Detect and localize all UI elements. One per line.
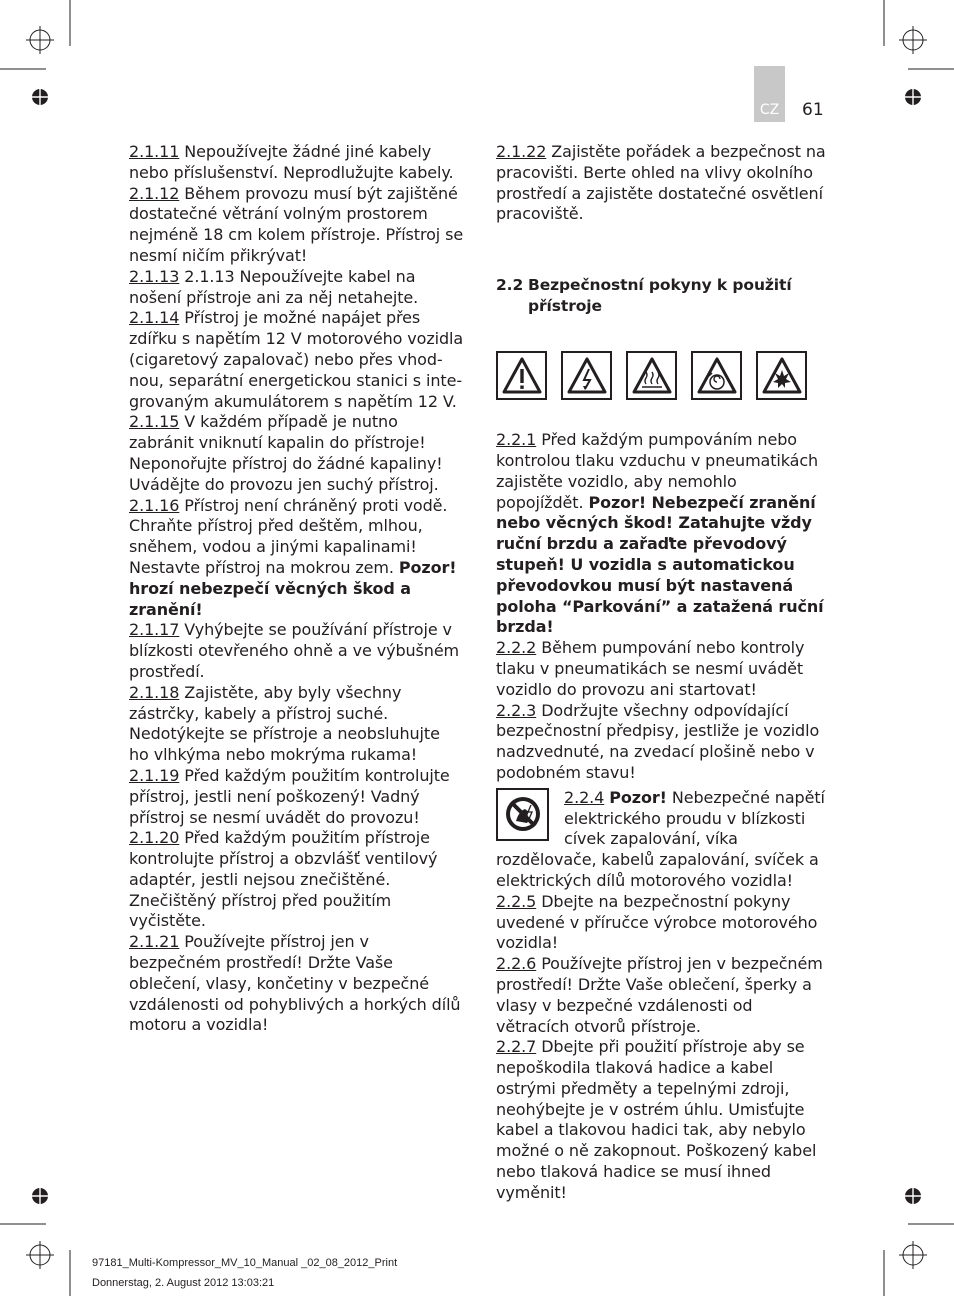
paragraph-text: Nepoužívejte žádné jiné kabely nebo příslušenství. Neprodlužujte kabely. — [129, 142, 454, 182]
paragraph-2-1-14 — [129, 308, 464, 412]
paragraph-2-1-19 — [129, 766, 464, 828]
section-number: 2.2.7 — [496, 1037, 537, 1057]
paragraph-text: Přístroj je možné napájet přes zdířku s napětím 12 V motorového vozidla (cigaretový zapalovač) nebo přes vhod-nou, separátní energetickou stanici s inte-grovaným akumulátorem s napětím 12 V. — [129, 308, 464, 411]
paragraph-text: Zajistěte, aby byly všechny zástrčky, kabely a přístroj suché. Nedotýkejte se přístroje a neobsluhujte ho vlhkýma nebo mokrýma rukama! — [129, 682, 440, 765]
page-number: 61 — [802, 100, 824, 120]
electric-shock-icon — [561, 351, 612, 400]
paragraph-2-1-17 — [129, 620, 464, 682]
section-number: 2.1.20 — [129, 828, 180, 848]
paragraph-text: 2.1.13 Nepoužívejte kabel na nošení přístroje ani za něj netahejte. — [129, 266, 419, 307]
warning-text: Pozor! hrozí nebezpečí věcných škod a zranění! — [129, 557, 457, 619]
paragraph-text: Nebezpečné napětí elektrického proudu v blízkosti cívek zapalování, víka rozdělovače, kabelů zapalování, svíček a elektrických dílů motorového vozidla! — [496, 787, 825, 890]
hot-surface-icon — [626, 351, 677, 400]
print-file-name: 97181_Multi-Kompressor_MV_10_Manual _02_08_2012_Print — [92, 1257, 398, 1269]
paragraph-text: Před každým použitím kontrolujte přístroj, jestli není poškozený! Vadný přístroj se nesmí uvádět do provozu! — [129, 765, 450, 827]
paragraph-2-1-21 — [129, 932, 464, 1036]
warning-icons-row — [496, 351, 828, 400]
section-number: 2.2.1 — [496, 430, 537, 450]
paragraph-text: Před každým pumpováním nebo kontrolou tlaku vzduchu v pneumatikách zajistěte vozidlo, aby nemohlo popojíždět. — [496, 430, 819, 512]
paragraph-2-2-5 — [496, 892, 828, 954]
section-number: 2.2.3 — [496, 700, 537, 720]
paragraph-2-1-11 — [129, 142, 464, 184]
section-number: 2.2.5 — [496, 891, 537, 911]
paragraph-text: Dodržujte všechny odpovídající bezpečnostní předpisy, jestliže je vozidlo nadzvednuté, na zvedací plošině nebo v podobném stavu! — [496, 700, 820, 782]
paragraph-2-1-13 — [129, 267, 464, 309]
section-number: 2.1.21 — [129, 932, 180, 952]
paragraph-text: Dbejte při použití přístroje aby se nepoškodila tlaková hadice a kabel ostrými předměty a tepelnými zdroji, neohýbejte je v ostrém úhlu. Umisťujte kabel a tlakovou hadici tak, aby nebylo možné o ně zakopnout. Poškozený kabel nebo tlaková hadice se musí ihned vyměnit! — [496, 1037, 817, 1202]
paragraph-text: Zajistěte pořádek a bezpečnost na pracovišti. Berte ohled na vlivy okolního prostředí a zajistěte dostatečné osvětlení pracoviště. — [496, 142, 826, 224]
section-number: 2.1.22 — [496, 142, 547, 161]
paragraph-text: Vyhýbejte se používání přístroje v blízkosti otevřeného ohně a ve výbušném prostředí. — [129, 620, 460, 681]
paragraph-text: Před každým použitím přístroje kontrolujte přístroj a obzvlášť ventilový adaptér, jestli nejsou znečištěné. Znečištěný přístroj před použitím vyčistěte. — [129, 828, 438, 931]
paragraph-text: Používejte přístroj jen v bezpečném prostředí! Držte Vaše oblečení, vlasy, končetiny v bezpečné vzdálenosti od pohyblivých a horkých dílů motoru a vozidla! — [129, 932, 461, 1035]
language-tab-label: CZ — [759, 102, 780, 118]
paragraph-text: Během provozu musí být zajištěné dostatečné větrání volným prostorem nejméně 18 cm kolem přístroje. Přístroj se nesmí ničím přikrývat! — [129, 183, 464, 265]
section-number: 2.1.18 — [129, 682, 180, 702]
no-touch-electric-icon — [496, 788, 549, 841]
rotating-parts-icon — [691, 351, 742, 400]
explosion-icon — [756, 351, 807, 400]
warning-text: Pozor! Nebezpečí zranění nebo věcných škod! Zatahujte vždy ruční brzdu a zařaďte převodový stupeň! U vozidla s automatickou převodovkou musí být nastavená poloha “Parkování” a zatažená ruční brzda! — [496, 492, 824, 637]
warning-triangle-icon — [496, 351, 547, 400]
paragraph-2-1-20 — [129, 828, 464, 932]
warning-text: Pozor! — [609, 787, 667, 807]
section-number: 2.2.6 — [496, 954, 537, 974]
left-column — [129, 142, 464, 1036]
paragraph-text: Používejte přístroj jen v bezpečném prostředí! Držte Vaše oblečení, šperky a vlasy v bezpečné vzdálenosti od větracích otvorů přístroje. — [496, 954, 823, 1036]
paragraph-2-2-2 — [496, 638, 828, 700]
paragraph-2-1-18 — [129, 683, 464, 766]
paragraph-text: Během pumpování nebo kontroly tlaku v pneumatikách se nesmí uvádět vozidlo do provozu ani startovat! — [496, 638, 805, 699]
section-heading-number: 2.2 — [496, 276, 524, 295]
paragraph-2-1-15 — [129, 412, 464, 495]
section-number: 2.1.16 — [129, 495, 180, 515]
print-timestamp: Donnerstag, 2. August 2012 13:03:21 — [92, 1277, 275, 1289]
section-number: 2.1.14 — [129, 308, 180, 328]
paragraph-2-2-1 — [496, 430, 828, 638]
paragraph-2-1-22 — [496, 142, 828, 225]
section-number: 2.2.2 — [496, 638, 537, 658]
section-heading — [496, 275, 828, 317]
paragraph-2-2-3 — [496, 701, 828, 784]
right-column — [496, 142, 828, 1204]
section-number: 2.1.19 — [129, 765, 180, 785]
paragraph-2-1-12 — [129, 184, 464, 267]
paragraph-text: Přístroj není chráněný proti vodě. Chraňte přístroj před deštěm, mlhou, sněhem, vodou a jinými kapalinami! Nestavte přístroj na mokrou zem. — [129, 495, 448, 577]
paragraph-2-2-7 — [496, 1037, 828, 1203]
paragraph-text: V každém případě je nutno zabránit vniknutí kapalin do přístroje! Neponořujte přístroj do žádné kapaliny! Uvádějte do provozu jen suchý přístroj. — [129, 412, 443, 494]
section-number: 2.1.17 — [129, 620, 180, 640]
paragraph-text: Dbejte na bezpečnostní pokyny uvedené v příručce výrobce motorového vozidla! — [496, 891, 818, 953]
section-number: 2.2.4 — [564, 787, 605, 807]
section-number: 2.1.13 — [129, 266, 180, 286]
paragraph-2-1-16 — [129, 496, 464, 621]
paragraph-2-2-4 — [496, 786, 828, 892]
section-heading-text: Bezpečnostní pokyny k použití přístroje — [528, 276, 792, 316]
section-number: 2.1.12 — [129, 183, 180, 203]
section-number: 2.1.15 — [129, 412, 180, 432]
language-tab — [754, 66, 785, 122]
paragraph-2-2-6 — [496, 954, 828, 1037]
section-number: 2.1.11 — [129, 142, 180, 161]
